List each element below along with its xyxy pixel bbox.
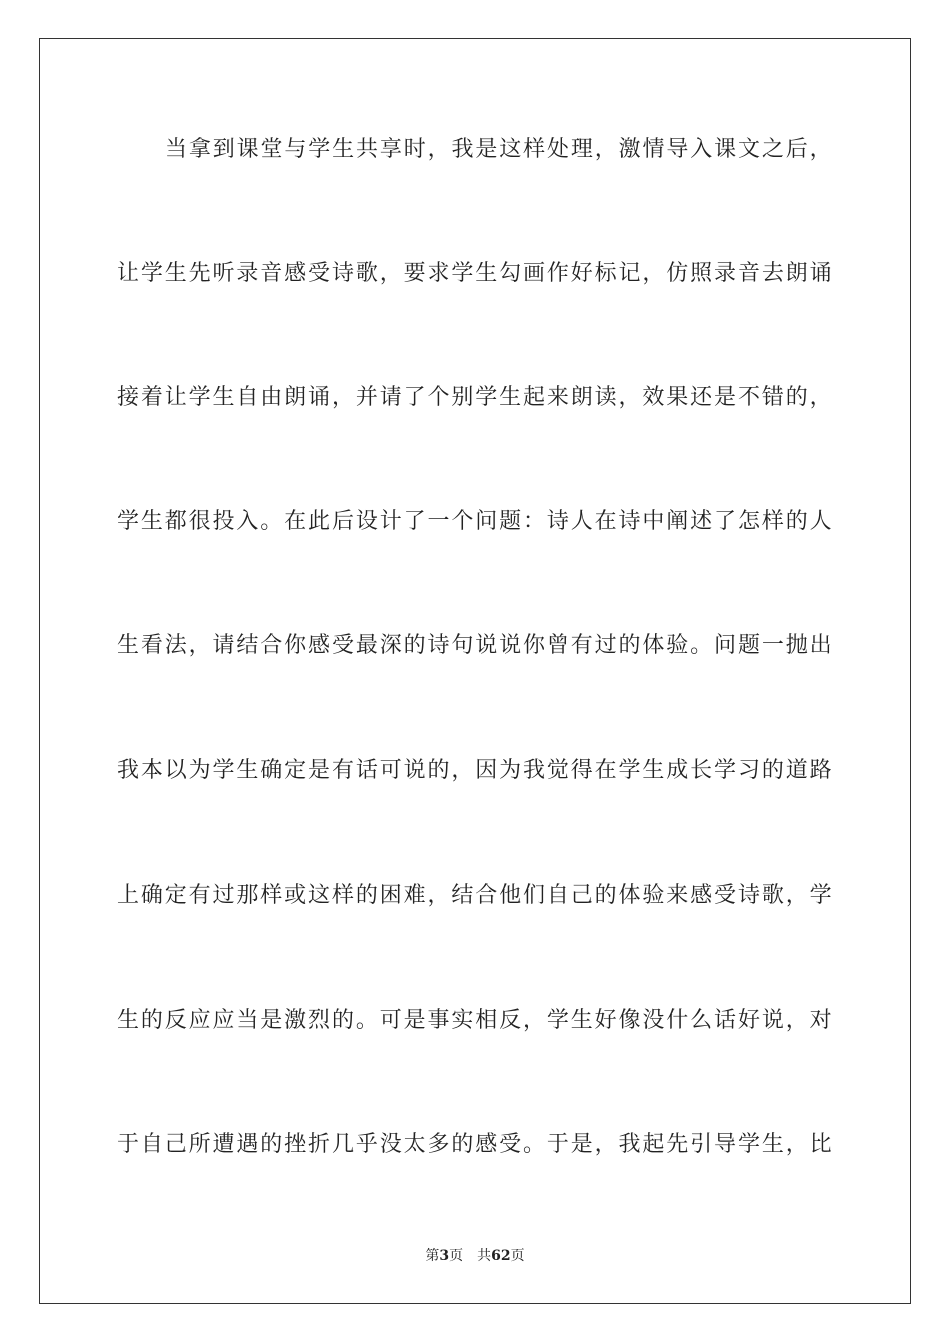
paragraph-line-6: 我本以为学生确定是有话可说的，因为我觉得在学生成长学习的道路 xyxy=(117,758,833,783)
paragraph-line-2: 让学生先听录音感受诗歌，要求学生勾画作好标记，仿照录音去朗诵 xyxy=(117,261,833,286)
paragraph-line-8: 生的反应应当是激烈的。可是事实相反，学生好像没什么话好说，对 xyxy=(117,1008,833,1033)
page-footer xyxy=(0,1247,950,1265)
total-pages: 62 xyxy=(491,1248,511,1264)
paragraph-line-4: 学生都很投入。在此后设计了一个问题：诗人在诗中阐述了怎样的人 xyxy=(117,509,833,534)
page-number: 3 xyxy=(439,1248,450,1264)
paragraph-line-7: 上确定有过那样或这样的困难，结合他们自己的体验来感受诗歌，学 xyxy=(117,883,833,908)
paragraph-line-5: 生看法，请结合你感受最深的诗句说说你曾有过的体验。问题一抛出 xyxy=(117,633,833,658)
page-border xyxy=(39,38,911,1304)
paragraph-line-9: 于自己所遭遇的挫折几乎没太多的感受。于是，我起先引导学生，比 xyxy=(117,1132,833,1157)
total-suffix: 页 xyxy=(510,1248,525,1264)
paragraph-line-1: 当拿到课堂与学生共享时，我是这样处理，激情导入课文之后， xyxy=(165,137,833,162)
paragraph-line-3: 接着让学生自由朗诵，并请了个别学生起来朗读，效果还是不错的， xyxy=(117,385,833,410)
total-prefix: 共 xyxy=(477,1248,492,1264)
page-prefix: 第 xyxy=(425,1248,440,1264)
page-suffix: 页 xyxy=(449,1248,464,1264)
